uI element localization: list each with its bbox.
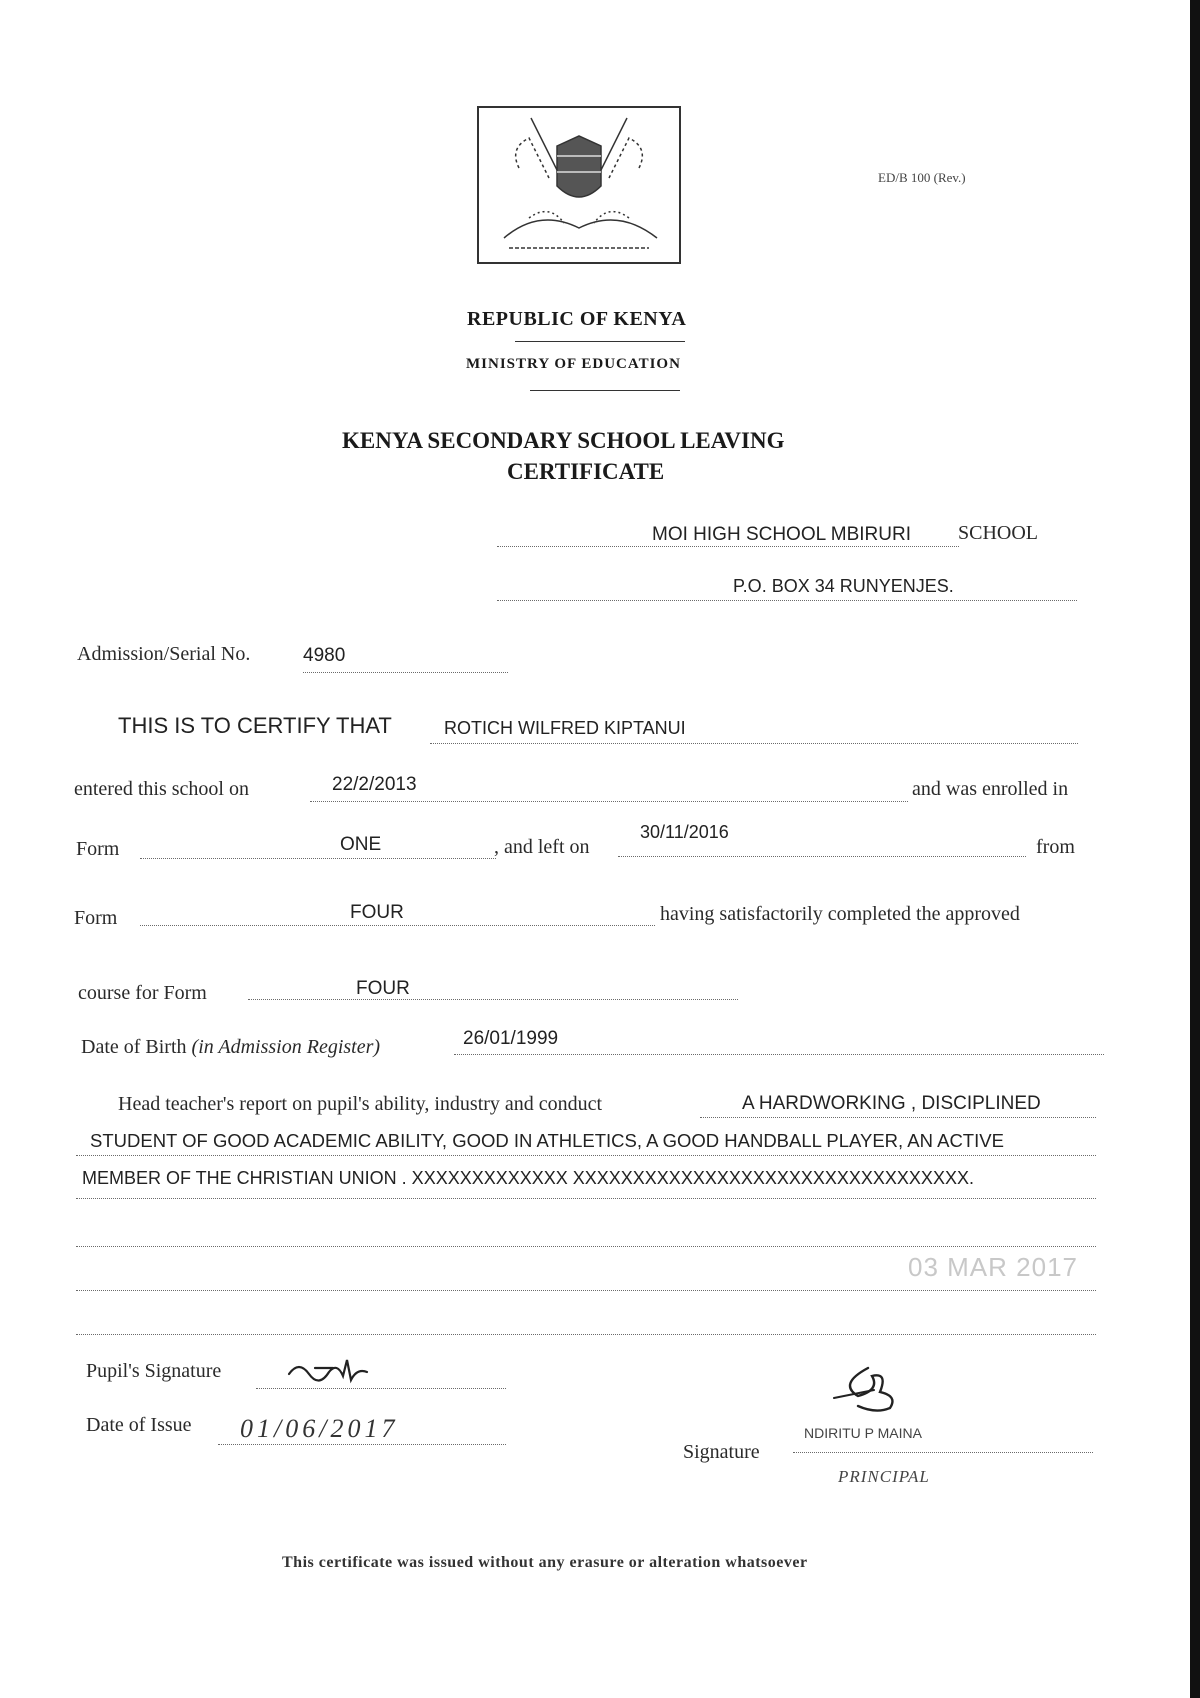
form-enrolled-line: [140, 858, 496, 859]
left-on-line: [618, 856, 1026, 857]
entered-label: entered this school on: [74, 778, 249, 800]
form-enrolled-value: ONE: [340, 834, 382, 855]
report-line3: MEMBER OF THE CHRISTIAN UNION . XXXXXXXXXXXXX XXXXXXXXXXXXXXXXXXXXXXXXXXXXXXXXX.: [82, 1168, 974, 1188]
stamp-date: 03 MAR 2017: [908, 1252, 1078, 1282]
date-of-issue-label: Date of Issue: [86, 1414, 192, 1436]
pupil-signature-label: Pupil's Signature: [86, 1360, 222, 1382]
pupil-name: ROTICH WILFRED KIPTANUI: [444, 718, 686, 738]
report-line4-rule: [76, 1246, 1096, 1247]
report-label: Head teacher's report on pupil's ability, industry and conduct: [118, 1093, 603, 1115]
school-suffix: SCHOOL: [958, 522, 1039, 544]
footer-note: This certificate was issued without any erasure or alteration whatsoever: [282, 1554, 808, 1571]
certify-label: THIS IS TO CERTIFY THAT: [118, 713, 392, 738]
dob-label-main: Date of Birth: [81, 1036, 187, 1058]
left-on-date: 30/11/2016: [640, 822, 729, 842]
form-enrolled-label: Form: [76, 838, 120, 860]
republic-underline: [515, 341, 685, 342]
date-of-issue-line: [218, 1444, 506, 1445]
school-address: P.O. BOX 34 RUNYENJES.: [733, 576, 954, 596]
scan-edge: [1190, 0, 1200, 1698]
report-line6-rule: [76, 1334, 1096, 1335]
admission-number: 4980: [303, 645, 346, 666]
report-line1-rule: [700, 1117, 1096, 1118]
republic-heading: REPUBLIC OF KENYA: [467, 308, 687, 330]
report-line2-rule: [76, 1155, 1096, 1156]
dob-label-italic: (in Admission Register): [191, 1036, 381, 1058]
principal-name: NDIRITU P MAINA: [804, 1425, 922, 1441]
dob-line: [454, 1054, 1104, 1055]
report-line2: STUDENT OF GOOD ACADEMIC ABILITY, GOOD IN ATHLETICS, A GOOD HANDBALL PLAYER, AN ACTIVE: [90, 1130, 1004, 1151]
form-code: ED/B 100 (Rev.): [878, 170, 966, 185]
dob-label: [81, 1036, 380, 1059]
entered-line: [310, 801, 908, 802]
completed-label: having satisfactorily completed the approved: [660, 903, 1020, 925]
dob-value: 26/01/1999: [463, 1028, 559, 1049]
form-left-label: Form: [74, 907, 118, 929]
admission-line: [303, 672, 508, 673]
report-line5-rule: [76, 1290, 1096, 1291]
principal-signature-mark: [828, 1362, 928, 1423]
principal-signature-label: Signature: [683, 1441, 760, 1463]
school-name: MOI HIGH SCHOOL MBIRURI: [652, 524, 911, 545]
certificate-title-line1: KENYA SECONDARY SCHOOL LEAVING: [342, 428, 785, 453]
entered-date: 22/2/2013: [332, 774, 417, 795]
principal-title: PRINCIPAL: [838, 1467, 930, 1486]
enrolled-label: and was enrolled in: [912, 778, 1069, 800]
admission-label: Admission/Serial No.: [77, 643, 251, 665]
pupil-signature-line: [256, 1388, 506, 1389]
report-line3-rule: [76, 1198, 1096, 1199]
ministry-underline: [530, 390, 680, 391]
course-label: course for Form: [78, 982, 207, 1004]
coat-of-arms-emblem: [477, 106, 681, 264]
from-label: from: [1036, 836, 1075, 858]
report-line1: A HARDWORKING , DISCIPLINED: [742, 1093, 1041, 1114]
certificate-title-line2: CERTIFICATE: [507, 459, 665, 484]
pupil-name-line: [430, 743, 1078, 744]
school-name-line: [497, 546, 959, 547]
principal-signature-line: [793, 1452, 1093, 1453]
ministry-heading: MINISTRY OF EDUCATION: [466, 356, 681, 372]
course-value: FOUR: [356, 978, 410, 999]
course-line: [248, 999, 738, 1000]
form-left-line: [140, 925, 655, 926]
form-left-value: FOUR: [350, 902, 404, 923]
date-of-issue-value: 01/06/2017: [240, 1414, 399, 1443]
left-on-label: , and left on: [494, 836, 590, 858]
school-address-line: [497, 600, 1077, 601]
